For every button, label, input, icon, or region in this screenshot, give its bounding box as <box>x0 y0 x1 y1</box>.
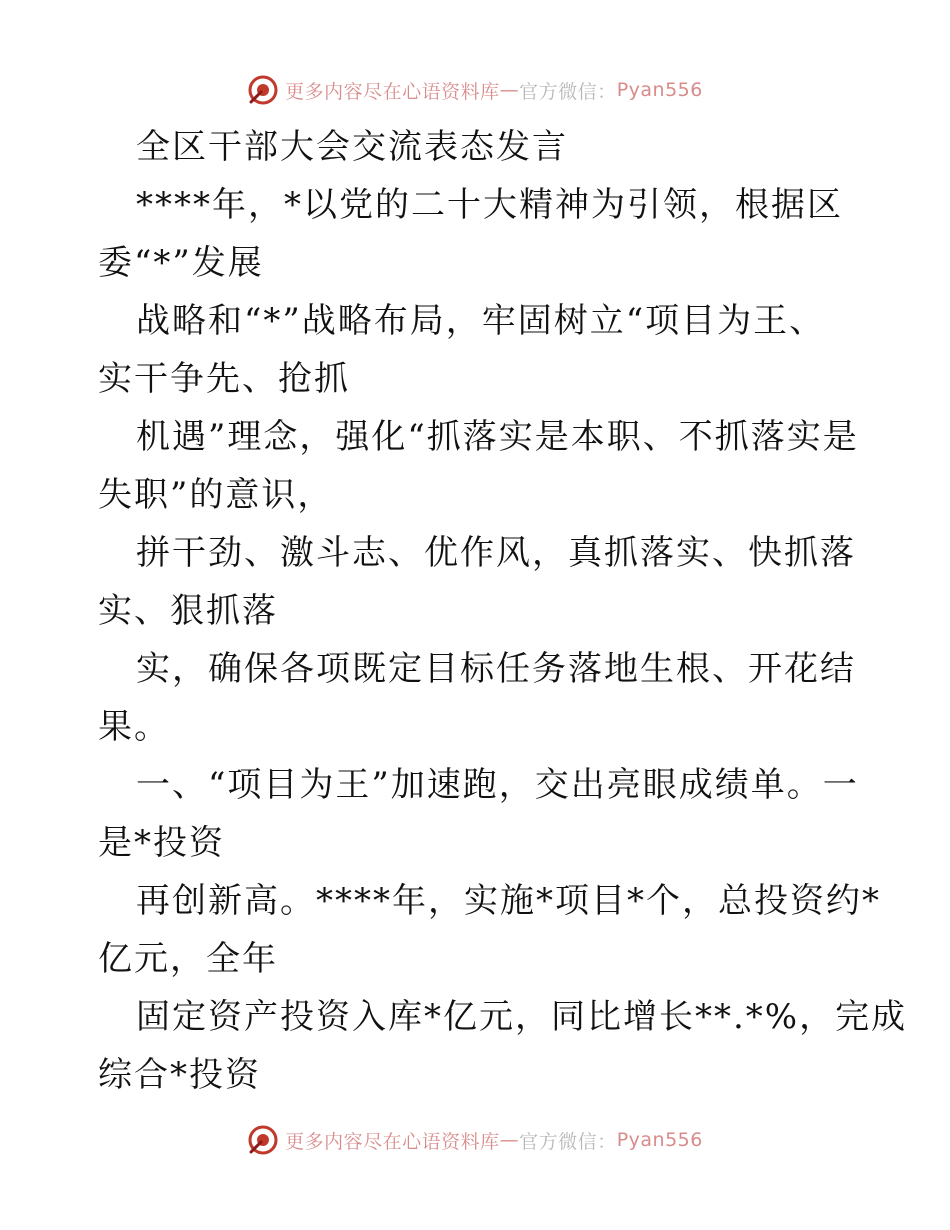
watermark-account: Pyan556 <box>616 79 703 101</box>
text-line: 失职”的意识， <box>98 475 334 515</box>
text-line: 果。 <box>98 707 170 747</box>
text-line: 委“*”发展 <box>98 243 264 283</box>
section-heading-line: 一、“项目为王”加速跑，交出亮眼成绩单。一 <box>136 765 859 805</box>
text-line: 战略和“*”战略布局，牢固树立“项目为王、 <box>136 301 826 341</box>
text-line: 机遇”理念，强化“抓落实是本职、不抓落实是 <box>136 417 859 457</box>
text-line: 再创新高。****年，实施*项目*个，总投资约* <box>136 881 881 921</box>
document-body <box>98 118 908 1104</box>
text-line: ****年，*以党的二十大精神为引领，根据区 <box>136 185 843 225</box>
watermark-label: 官方微信： <box>519 80 617 103</box>
text-line: 实，确保各项既定目标任务落地生根、开花结 <box>136 649 856 689</box>
watermark-banner-top <box>0 70 950 110</box>
watermark-label: 官方微信： <box>519 1130 617 1153</box>
document-title: 全区干部大会交流表态发言 <box>136 127 568 167</box>
text-line: 综合*投资 <box>98 1055 261 1095</box>
watermark-site-text: 更多内容尽在心语资料库 <box>285 1130 500 1153</box>
pen-logo-icon <box>247 74 279 106</box>
text-line: 实、狠抓落 <box>98 591 278 631</box>
pen-logo-icon <box>247 1124 279 1156</box>
text-line: 亿元，全年 <box>98 939 278 979</box>
watermark-account: Pyan556 <box>616 1129 703 1151</box>
text-line: 实干争先、抢抓 <box>98 359 350 399</box>
text-line: 是*投资 <box>98 823 225 863</box>
text-line: 拼干劲、激斗志、优作风，真抓落实、快抓落 <box>136 533 856 573</box>
watermark-separator: — <box>499 1129 520 1151</box>
watermark-site-text: 更多内容尽在心语资料库 <box>285 80 500 103</box>
watermark-banner-bottom <box>0 1120 950 1160</box>
text-line: 固定资产投资入库*亿元，同比增长**.*%，完成 <box>136 997 908 1037</box>
watermark-separator: — <box>499 79 520 101</box>
